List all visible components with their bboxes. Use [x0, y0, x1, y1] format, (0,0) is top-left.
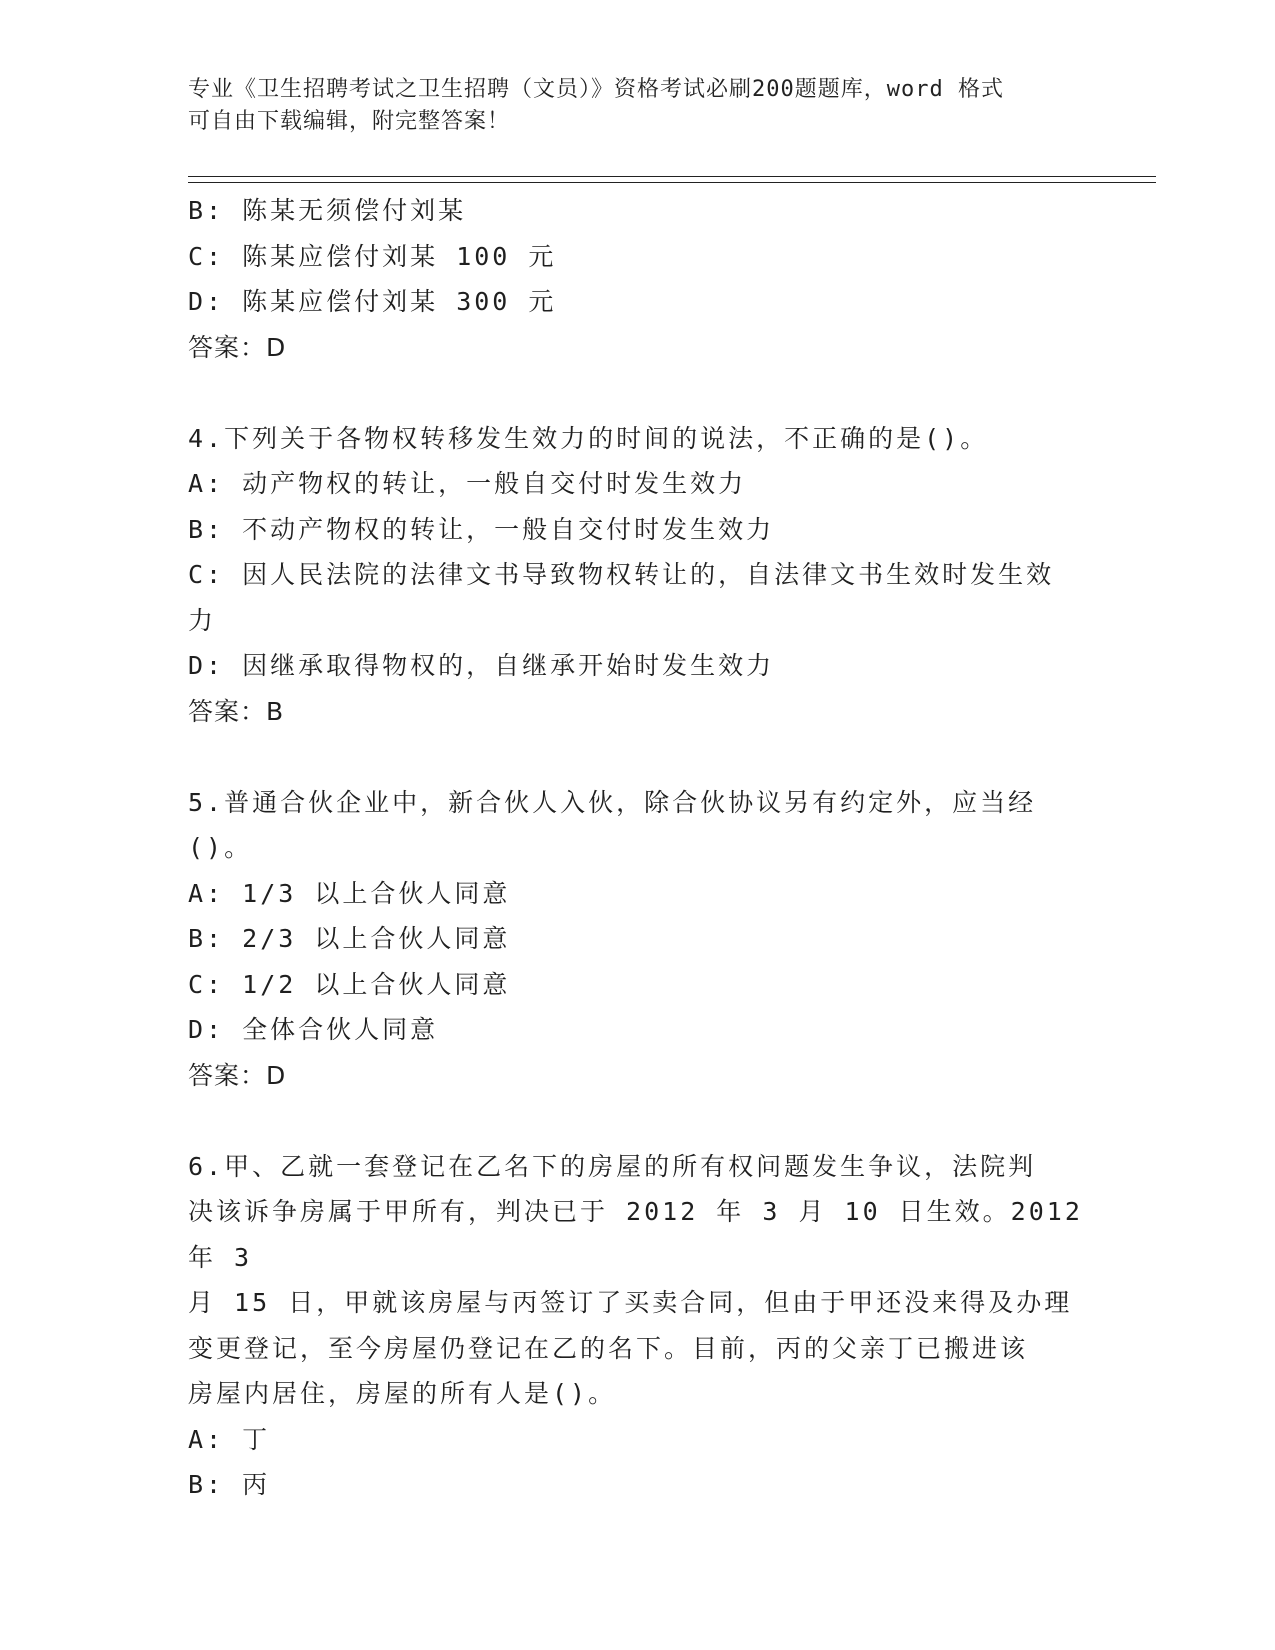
question-list: [188, 188, 1101, 1508]
spacer: [188, 734, 1088, 780]
question-3: [188, 188, 1088, 370]
answer: 答案：D: [188, 332, 287, 362]
option-a: A: 1/3 以上合伙人同意: [188, 878, 511, 908]
option-d: D: 全体合伙人同意: [188, 1015, 439, 1044]
document-header: [188, 74, 1068, 138]
question-5: [188, 780, 1088, 1099]
header-title-line-1: 专业《卫生招聘考试之卫生招聘（文员）》资格考试必刷200题题库，word 格式: [188, 77, 1004, 102]
question-stem-line-1: 6.甲、乙就一套登记在乙名下的房屋的所有权问题发生争议，法院判: [188, 1151, 1037, 1181]
spacer: [188, 370, 1088, 416]
option-a: A: 丁: [188, 1424, 271, 1454]
option-a: A: 动产物权的转让，一般自交付时发生效力: [188, 469, 747, 498]
option-d: D: 因继承取得物权的，自继承开始时发生效力: [188, 651, 775, 680]
option-b: B: 丙: [188, 1470, 271, 1499]
question-stem-line-5: 房屋内居住，房屋的所有人是()。: [188, 1379, 617, 1408]
option-b: B: 不动产物权的转让，一般自交付时发生效力: [188, 514, 775, 544]
question-stem-line-2: 决该诉争房属于甲所有，判决已于 2012 年 3 月 10 日生效。2012 年 3: [188, 1197, 1101, 1272]
option-d: D: 陈某应偿付刘某 300 元: [188, 287, 557, 316]
header-title-line-2: 可自由下载编辑，附完整答案！: [188, 109, 511, 134]
question-stem-line-4: 变更登记，至今房屋仍登记在乙的名下。目前，丙的父亲丁已搬进该: [188, 1333, 1029, 1363]
option-c-line-1: C: 因人民法院的法律文书导致物权转让的，自法律文书生效时发生效: [188, 560, 1055, 589]
option-c: C: 陈某应偿付刘某 100 元: [188, 241, 557, 271]
option-b: B: 2/3 以上合伙人同意: [188, 924, 511, 953]
question-stem-line-1: 5.普通合伙企业中，新合伙人入伙，除合伙协议另有约定外，应当经: [188, 787, 1037, 817]
question-stem-line-3: 月 15 日，甲就该房屋与丙签订了买卖合同，但由于甲还没来得及办理: [188, 1288, 1073, 1317]
answer: 答案：B: [188, 696, 285, 726]
option-b: B: 陈某无须偿付刘某: [188, 196, 467, 225]
answer: 答案：D: [188, 1060, 287, 1090]
question-6: [188, 1144, 1101, 1508]
question-stem-line-2: ()。: [188, 833, 253, 862]
header-rule-top: [188, 176, 1156, 177]
option-c-line-2: 力: [188, 605, 217, 635]
question-stem: 4.下列关于各物权转移发生效力的时间的说法，不正确的是()。: [188, 423, 989, 453]
header-rule-bottom: [188, 182, 1156, 183]
option-c: C: 1/2 以上合伙人同意: [188, 969, 511, 999]
question-4: [188, 416, 1088, 735]
spacer: [188, 1098, 1088, 1144]
